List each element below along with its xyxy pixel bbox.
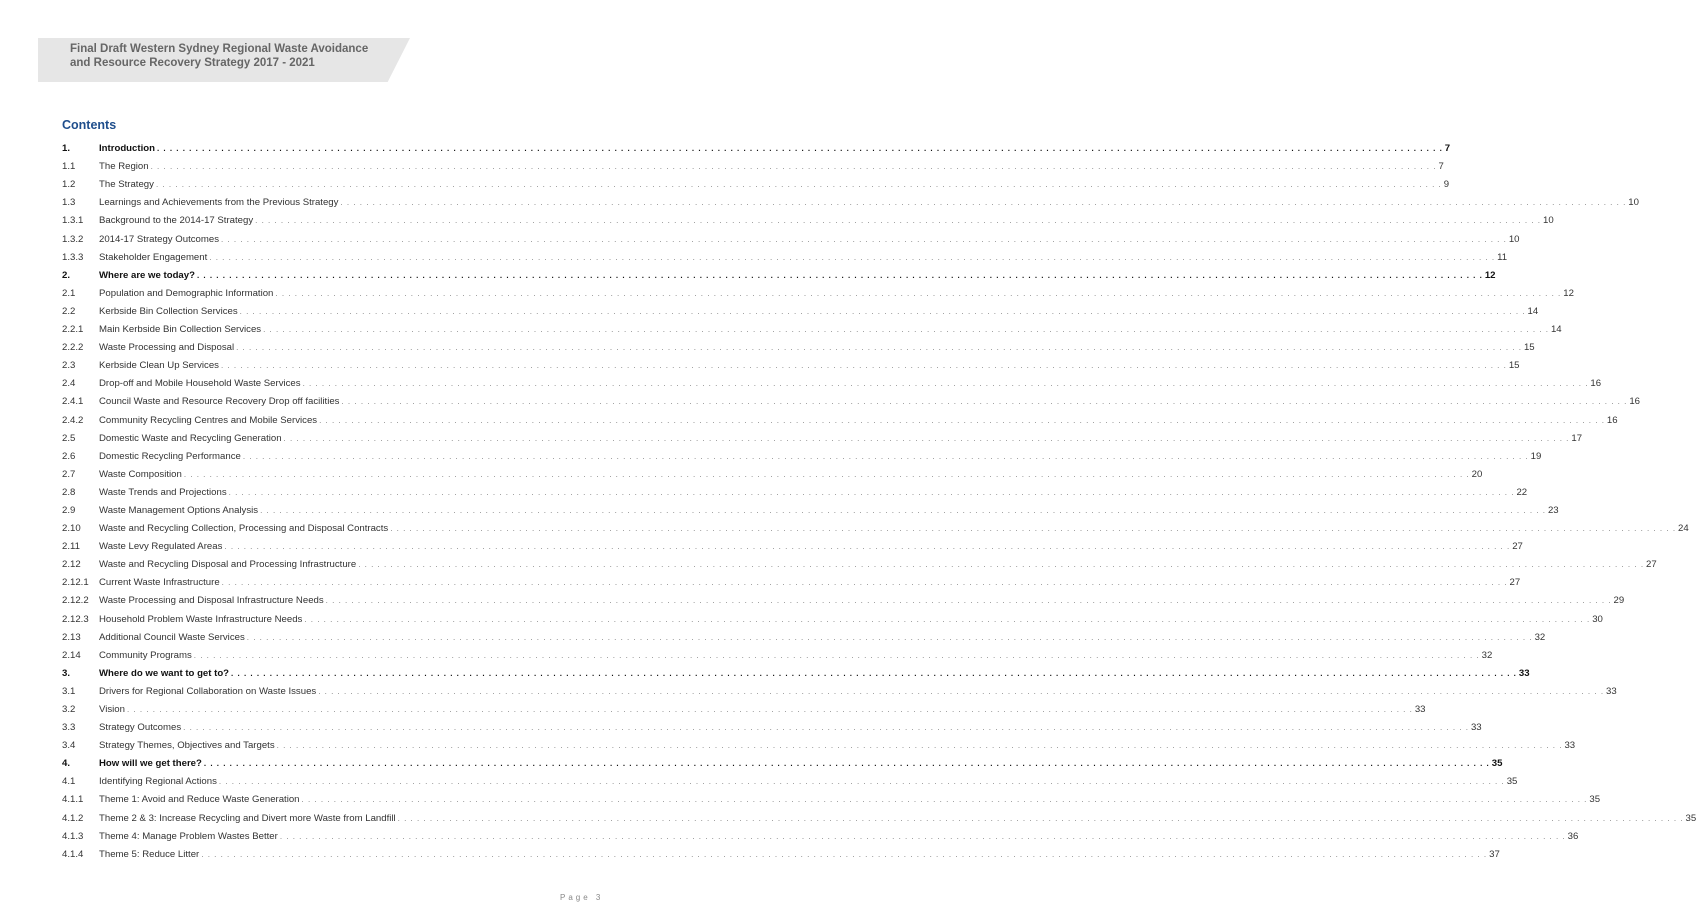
toc-entry[interactable]	[62, 571, 1521, 589]
toc-entry-page: 35	[1491, 758, 1503, 770]
toc-entry[interactable]	[62, 788, 1601, 806]
toc-entry[interactable]	[62, 300, 1539, 318]
toc-entry-title: Waste Composition	[99, 468, 182, 480]
toc-entry[interactable]	[62, 390, 1640, 408]
toc-entry-title: Waste Processing and Disposal	[99, 342, 235, 354]
toc-dot-leader: . . . . . . . . . . . . . . . . . . . . . . . . . . . . . . . . . . . . . . . . . . . . . . . . . . . . . . . . . . . . . . . . . . . . . . . . . . . . . . . . . . . . . . . . . . . . . . . . . . . . . . . . . . . . . . . . . . . . . . . . . . . . . . . . . . . . . . . . . . . . . . . . . . . . . . . . . . . . . . . . . . . . . . . . . . . . . . . . . . . . . . . . . . . . . . . . . . . . . . . .	[275, 288, 1562, 298]
toc-dot-leader: . . . . . . . . . . . . . . . . . . . . . . . . . . . . . . . . . . . . . . . . . . . . . . . . . . . . . . . . . . . . . . . . . . . . . . . . . . . . . . . . . . . . . . . . . . . . . . . . . . . . . . . . . . . . . . . . . . . . . . . . . . . . . . . . . . . . . . . . . . . . . . . . . . . . . . . . . . . . . . . . . . . . . . . . . . . . . . . . . . . . . . . . . . . . . . . . . . . . . . . .	[319, 415, 1605, 425]
toc-entry-number: 2.2	[62, 305, 76, 317]
toc-entry[interactable]	[62, 553, 1657, 571]
toc-dot-leader: . . . . . . . . . . . . . . . . . . . . . . . . . . . . . . . . . . . . . . . . . . . . . . . . . . . . . . . . . . . . . . . . . . . . . . . . . . . . . . . . . . . . . . . . . . . . . . . . . . . . . . . . . . . . . . . . . . . . . . . . . . . . . . . . . . . . . . . . . . . . . . . . . . . . . . . . . . . . . . . . . . . . . . . . . . . . . . . . . . . . . . . . . . . . . . . . . . . . . . . .	[255, 216, 1541, 226]
toc-dot-leader: . . . . . . . . . . . . . . . . . . . . . . . . . . . . . . . . . . . . . . . . . . . . . . . . . . . . . . . . . . . . . . . . . . . . . . . . . . . . . . . . . . . . . . . . . . . . . . . . . . . . . . . . . . . . . . . . . . . . . . . . . . . . . . . . . . . . . . . . . . . . . . . . . . . . . . . . . . . . . . . . . . . . . . . . . . . . . . . . . . . . . . . . . . . . . . . . . . . . . . . .	[231, 668, 1517, 678]
toc-entry-number: 2.3	[62, 360, 76, 372]
toc-entry-number: 2.7	[62, 468, 76, 480]
toc-dot-leader: . . . . . . . . . . . . . . . . . . . . . . . . . . . . . . . . . . . . . . . . . . . . . . . . . . . . . . . . . . . . . . . . . . . . . . . . . . . . . . . . . . . . . . . . . . . . . . . . . . . . . . . . . . . . . . . . . . . . . . . . . . . . . . . . . . . . . . . . . . . . . . . . . . . . . . . . . . . . . . . . . . . . . . . . . . . . . . . . . . . . . . . . . . . . . . . . . . . . . . . .	[390, 524, 1677, 534]
toc-entry-title: Kerbside Bin Collection Services	[99, 305, 238, 317]
toc-entry-number: 2.12.2	[62, 595, 89, 607]
toc-dot-leader: . . . . . . . . . . . . . . . . . . . . . . . . . . . . . . . . . . . . . . . . . . . . . . . . . . . . . . . . . . . . . . . . . . . . . . . . . . . . . . . . . . . . . . . . . . . . . . . . . . . . . . . . . . . . . . . . . . . . . . . . . . . . . . . . . . . . . . . . . . . . . . . . . . . . . . . . . . . . . . . . . . . . . . . . . . . . . . . . . . . . . . . . . . . . . . . . . . . . . . . .	[302, 379, 1589, 389]
toc-entry-title: Waste Management Options Analysis	[99, 504, 259, 516]
toc-entry-page: 35	[1685, 812, 1696, 824]
toc-entry-page: 15	[1523, 342, 1535, 354]
toc-entry-number: 2.2.2	[62, 342, 84, 354]
toc-entry[interactable]	[62, 318, 1562, 336]
toc-entry-page: 23	[1547, 504, 1559, 516]
toc-entry-page: 33	[1606, 685, 1617, 697]
toc-entry[interactable]	[62, 336, 1535, 354]
toc-entry-title: Drivers for Regional Collaboration on Waste Issues	[99, 685, 317, 697]
toc-entry-title: Waste Processing and Disposal Infrastructure Needs	[99, 595, 324, 607]
toc-entry[interactable]	[62, 137, 1451, 155]
toc-dot-leader: . . . . . . . . . . . . . . . . . . . . . . . . . . . . . . . . . . . . . . . . . . . . . . . . . . . . . . . . . . . . . . . . . . . . . . . . . . . . . . . . . . . . . . . . . . . . . . . . . . . . . . . . . . . . . . . . . . . . . . . . . . . . . . . . . . . . . . . . . . . . . . . . . . . . . . . . . . . . . . . . . . . . . . . . . . . . . . . . . . . . . . . . . . . . . . . . . . . . . . . .	[236, 343, 1522, 353]
toc-dot-leader: . . . . . . . . . . . . . . . . . . . . . . . . . . . . . . . . . . . . . . . . . . . . . . . . . . . . . . . . . . . . . . . . . . . . . . . . . . . . . . . . . . . . . . . . . . . . . . . . . . . . . . . . . . . . . . . . . . . . . . . . . . . . . . . . . . . . . . . . . . . . . . . . . . . . . . . . . . . . . . . . . . . . . . . . . . . . . . . . . . . . . . . . . . . . . . . . . . . . . . . .	[221, 234, 1507, 244]
toc-entry-page: 14	[1550, 324, 1562, 336]
toc-dot-leader: . . . . . . . . . . . . . . . . . . . . . . . . . . . . . . . . . . . . . . . . . . . . . . . . . . . . . . . . . . . . . . . . . . . . . . . . . . . . . . . . . . . . . . . . . . . . . . . . . . . . . . . . . . . . . . . . . . . . . . . . . . . . . . . . . . . . . . . . . . . . . . . . . . . . . . . . . . . . . . . . . . . . . . . . . . . . . . . . . . . . . . . . . . . . . . . . . . . . . . . .	[260, 505, 1546, 515]
toc-entry[interactable]	[62, 408, 1618, 426]
toc-entry-page: 22	[1516, 486, 1528, 498]
toc-entry[interactable]	[62, 282, 1574, 300]
toc-entry-title: Where do we want to get to?	[99, 667, 230, 679]
toc-entry-title: Theme 1: Avoid and Reduce Waste Generation	[99, 794, 300, 806]
toc-entry-page: 33	[1414, 704, 1426, 715]
toc-entry-number: 2.8	[62, 486, 76, 498]
toc-dot-leader: . . . . . . . . . . . . . . . . . . . . . . . . . . . . . . . . . . . . . . . . . . . . . . . . . . . . . . . . . . . . . . . . . . . . . . . . . . . . . . . . . . . . . . . . . . . . . . . . . . . . . . . . . . . . . . . . . . . . . . . . . . . . . . . . . . . . . . . . . . . . . . . . . . . . . . . . . . . . . . . . . . . . . . . . . . . . . . . . . . . . . . . . . . . . . . . . . . . . . . . .	[201, 849, 1488, 859]
toc-entry-page: 12	[1563, 287, 1574, 299]
toc-entry-title: Introduction	[99, 143, 155, 155]
toc-entry-page: 16	[1590, 378, 1602, 390]
toc-entry-number: 2.	[62, 269, 71, 281]
toc-entry-number: 2.4	[62, 378, 76, 390]
toc-entry[interactable]	[62, 825, 1579, 843]
toc-entry-number: 1.	[62, 143, 71, 155]
toc-entry-title: Council Waste and Resource Recovery Drop off facilities	[99, 396, 340, 408]
toc-entry-title: Waste Levy Regulated Areas	[99, 541, 223, 553]
toc-entry-number: 2.13	[62, 631, 81, 643]
toc-entry-title: Theme 2 & 3: Increase Recycling and Divert more Waste from Landfill	[99, 812, 396, 824]
toc-dot-leader: . . . . . . . . . . . . . . . . . . . . . . . . . . . . . . . . . . . . . . . . . . . . . . . . . . . . . . . . . . . . . . . . . . . . . . . . . . . . . . . . . . . . . . . . . . . . . . . . . . . . . . . . . . . . . . . . . . . . . . . . . . . . . . . . . . . . . . . . . . . . . . . . . . . . . . . . . . . . . . . . . . . . . . . . . . . . . . . . . . . . . . . . . . . . . . . . . . . . . . . .	[276, 741, 1563, 751]
toc-entry-page: 10	[1508, 233, 1520, 245]
toc-entry-page: 37	[1489, 848, 1500, 860]
toc-entry-title: Kerbside Clean Up Services	[99, 360, 219, 372]
toc-entry[interactable]	[62, 264, 1496, 282]
toc-entry[interactable]	[62, 209, 1554, 227]
toc-entry-number: 2.1	[62, 287, 76, 299]
toc-entry[interactable]	[62, 354, 1520, 372]
toc-entry-title: 2014-17 Strategy Outcomes	[99, 233, 219, 245]
toc-entry-title: Where are we today?	[99, 269, 195, 281]
toc-entry-page: 20	[1471, 468, 1483, 480]
toc-dot-leader: . . . . . . . . . . . . . . . . . . . . . . . . . . . . . . . . . . . . . . . . . . . . . . . . . . . . . . . . . . . . . . . . . . . . . . . . . . . . . . . . . . . . . . . . . . . . . . . . . . . . . . . . . . . . . . . . . . . . . . . . . . . . . . . . . . . . . . . . . . . . . . . . . . . . . . . . . . . . . . . . . . . . . . . . . . . . . . . . . . . . . . . . . . . . . . . . . . . . . . . .	[228, 487, 1515, 497]
toc-entry-title: Background to the 2014-17 Strategy	[99, 215, 254, 227]
toc-dot-leader: . . . . . . . . . . . . . . . . . . . . . . . . . . . . . . . . . . . . . . . . . . . . . . . . . . . . . . . . . . . . . . . . . . . . . . . . . . . . . . . . . . . . . . . . . . . . . . . . . . . . . . . . . . . . . . . . . . . . . . . . . . . . . . . . . . . . . . . . . . . . . . . . . . . . . . . . . . . . . . . . . . . . . . . . . . . . . . . . . . . . . . . . . . . . . . . . . . . . . . . .	[221, 578, 1508, 588]
toc-entry-title: Community Recycling Centres and Mobile Services	[99, 414, 318, 426]
toc-entry-number: 2.4.2	[62, 414, 84, 426]
toc-entry-number: 1.3.2	[62, 233, 84, 245]
toc-dot-leader: . . . . . . . . . . . . . . . . . . . . . . . . . . . . . . . . . . . . . . . . . . . . . . . . . . . . . . . . . . . . . . . . . . . . . . . . . . . . . . . . . . . . . . . . . . . . . . . . . . . . . . . . . . . . . . . . . . . . . . . . . . . . . . . . . . . . . . . . . . . . . . . . . . . . . . . . . . . . . . . . . . . . . . . . . . . . . . . . . . . . . . . . . . . . . . . . . . . . . . . .	[318, 686, 1605, 696]
toc-entry-title: Theme 4: Manage Problem Wastes Better	[99, 830, 278, 842]
toc-dot-leader: . . . . . . . . . . . . . . . . . . . . . . . . . . . . . . . . . . . . . . . . . . . . . . . . . . . . . . . . . . . . . . . . . . . . . . . . . . . . . . . . . . . . . . . . . . . . . . . . . . . . . . . . . . . . . . . . . . . . . . . . . . . . . . . . . . . . . . . . . . . . . . . . . . . . . . . . . . . . . . . . . . . . . . . . . . . . . . . . . . . . . . . . . . . . . . . . . . . . . . . .	[156, 144, 1443, 154]
toc-dot-leader: . . . . . . . . . . . . . . . . . . . . . . . . . . . . . . . . . . . . . . . . . . . . . . . . . . . . . . . . . . . . . . . . . . . . . . . . . . . . . . . . . . . . . . . . . . . . . . . . . . . . . . . . . . . . . . . . . . . . . . . . . . . . . . . . . . . . . . . . . . . . . . . . . . . . . . . . . . . . . . . . . . . . . . . . . . . . . . . . . . . . . . . . . . . . . . . . . . . . . . . .	[358, 560, 1645, 570]
toc-entry-title: Additional Council Waste Services	[99, 631, 245, 643]
toc-entry-page: 29	[1613, 595, 1625, 607]
toc-entry[interactable]	[62, 155, 1444, 173]
toc-entry-title: Population and Demographic Information	[99, 287, 274, 299]
toc-entry-number: 3.	[62, 667, 71, 679]
toc-dot-leader: . . . . . . . . . . . . . . . . . . . . . . . . . . . . . . . . . . . . . . . . . . . . . . . . . . . . . . . . . . . . . . . . . . . . . . . . . . . . . . . . . . . . . . . . . . . . . . . . . . . . . . . . . . . . . . . . . . . . . . . . . . . . . . . . . . . . . . . . . . . . . . . . . . . . . . . . . . . . . . . . . . . . . . . . . . . . . . . . . . . . . . . . . . . . . . . . . . . . . . . .	[397, 813, 1684, 823]
toc-entry-title: Waste and Recycling Disposal and Processing Infrastructure	[99, 559, 357, 571]
toc-entry-number: 2.14	[62, 649, 81, 661]
toc-entry-page: 9	[1443, 179, 1450, 191]
toc-entry[interactable]	[62, 372, 1602, 390]
toc-dot-leader: . . . . . . . . . . . . . . . . . . . . . . . . . . . . . . . . . . . . . . . . . . . . . . . . . . . . . . . . . . . . . . . . . . . . . . . . . . . . . . . . . . . . . . . . . . . . . . . . . . . . . . . . . . . . . . . . . . . . . . . . . . . . . . . . . . . . . . . . . . . . . . . . . . . . . . . . . . . . . . . . . . . . . . . . . . . . . . . . . . . . . . . . . . . . . . . . . . . . . . . .	[193, 650, 1480, 660]
toc-entry-title: Domestic Waste and Recycling Generation	[99, 432, 282, 444]
toc-entry-page: 15	[1508, 360, 1520, 372]
toc-dot-leader: . . . . . . . . . . . . . . . . . . . . . . . . . . . . . . . . . . . . . . . . . . . . . . . . . . . . . . . . . . . . . . . . . . . . . . . . . . . . . . . . . . . . . . . . . . . . . . . . . . . . . . . . . . . . . . . . . . . . . . . . . . . . . . . . . . . . . . . . . . . . . . . . . . . . . . . . . . . . . . . . . . . . . . . . . . . . . . . . . . . . . . . . . . . . . . . . . . . . . . . .	[325, 596, 1612, 606]
toc-dot-leader: . . . . . . . . . . . . . . . . . . . . . . . . . . . . . . . . . . . . . . . . . . . . . . . . . . . . . . . . . . . . . . . . . . . . . . . . . . . . . . . . . . . . . . . . . . . . . . . . . . . . . . . . . . . . . . . . . . . . . . . . . . . . . . . . . . . . . . . . . . . . . . . . . . . . . . . . . . . . . . . . . . . . . . . . . . . . . . . . . . . . . . . . . . . . . . . . . . . . . . . .	[242, 451, 1529, 461]
toc-entry-number: 4.	[62, 758, 71, 770]
header-title-line-1: Final Draft Western Sydney Regional Waste Avoidance	[70, 43, 369, 55]
page-number: 3	[595, 893, 604, 902]
toc-entry[interactable]	[62, 463, 1483, 481]
contents-heading: Contents	[62, 118, 117, 132]
toc-entry[interactable]	[62, 734, 1576, 752]
toc-entry[interactable]	[62, 843, 1500, 861]
toc-entry-page: 7	[1438, 161, 1444, 173]
toc-entry-title: Theme 5: Reduce Litter	[99, 848, 200, 860]
toc-entry[interactable]	[62, 626, 1546, 644]
toc-entry-title: Domestic Recycling Performance	[99, 450, 241, 462]
toc-entry-number: 1.3	[62, 197, 76, 209]
toc-entry-title: Current Waste Infrastructure	[99, 577, 220, 589]
toc-entry-page: 35	[1589, 794, 1601, 806]
toc-entry-page: 7	[1444, 143, 1451, 155]
toc-entry-page: 24	[1678, 523, 1689, 535]
toc-entry-title: Household Problem Waste Infrastructure Needs	[99, 613, 303, 625]
toc-dot-leader: . . . . . . . . . . . . . . . . . . . . . . . . . . . . . . . . . . . . . . . . . . . . . . . . . . . . . . . . . . . . . . . . . . . . . . . . . . . . . . . . . . . . . . . . . . . . . . . . . . . . . . . . . . . . . . . . . . . . . . . . . . . . . . . . . . . . . . . . . . . . . . . . . . . . . . . . . . . . . . . . . . . . . . . . . . . . . . . . . . . . . . . . . . . . . . . . . . . . . . . .	[246, 632, 1533, 642]
toc-entry-page: 30	[1592, 613, 1603, 625]
toc-entry[interactable]	[62, 770, 1518, 788]
toc-entry-page: 32	[1534, 631, 1546, 643]
toc-entry-title: Strategy Themes, Objectives and Targets	[99, 740, 275, 752]
toc-entry[interactable]	[62, 481, 1528, 499]
toc-entry-number: 2.2.1	[62, 324, 84, 336]
toc-dot-leader: . . . . . . . . . . . . . . . . . . . . . . . . . . . . . . . . . . . . . . . . . . . . . . . . . . . . . . . . . . . . . . . . . . . . . . . . . . . . . . . . . . . . . . . . . . . . . . . . . . . . . . . . . . . . . . . . . . . . . . . . . . . . . . . . . . . . . . . . . . . . . . . . . . . . . . . . . . . . . . . . . . . . . . . . . . . . . . . . . . . . . . . . . . . . . . . . . . . . . . . .	[220, 361, 1507, 371]
toc-entry[interactable]	[62, 589, 1625, 607]
toc-entry-title: The Region	[99, 161, 149, 173]
toc-entry-title: Main Kerbside Bin Collection Services	[99, 324, 262, 336]
toc-entry-title: Waste Trends and Projections	[99, 486, 227, 498]
toc-entry-number: 2.5	[62, 432, 76, 444]
toc-entry-page: 35	[1506, 776, 1518, 788]
toc-entry-page: 32	[1481, 649, 1493, 661]
toc-entry-page: 16	[1606, 414, 1618, 426]
toc-entry-number: 3.1	[62, 685, 76, 697]
toc-dot-leader: . . . . . . . . . . . . . . . . . . . . . . . . . . . . . . . . . . . . . . . . . . . . . . . . . . . . . . . . . . . . . . . . . . . . . . . . . . . . . . . . . . . . . . . . . . . . . . . . . . . . . . . . . . . . . . . . . . . . . . . . . . . . . . . . . . . . . . . . . . . . . . . . . . . . . . . . . . . . . . . . . . . . . . . . . . . . . . . . . . . . . . . . . . . . . . . . . . . . . . . .	[263, 325, 1549, 335]
toc-entry-page: 19	[1530, 450, 1542, 462]
toc-entry[interactable]	[62, 227, 1520, 245]
toc-entry-title: The Strategy	[99, 179, 154, 191]
toc-entry[interactable]	[62, 680, 1617, 698]
toc-dot-leader: . . . . . . . . . . . . . . . . . . . . . . . . . . . . . . . . . . . . . . . . . . . . . . . . . . . . . . . . . . . . . . . . . . . . . . . . . . . . . . . . . . . . . . . . . . . . . . . . . . . . . . . . . . . . . . . . . . . . . . . . . . . . . . . . . . . . . . . . . . . . . . . . . . . . . . . . . . . . . . . . . . . . . . . . . . . . . . . . . . . . . . . . . . . . . . . . . . . . . . . .	[279, 831, 1566, 841]
document-header-title	[70, 42, 400, 70]
toc-entry[interactable]	[62, 806, 1696, 824]
toc-entry-page: 27	[1512, 541, 1523, 553]
toc-entry-number: 1.1	[62, 161, 76, 173]
toc-entry-number: 2.12.1	[62, 577, 89, 589]
toc-entry-title: Stakeholder Engagement	[99, 251, 208, 263]
toc-dot-leader: . . . . . . . . . . . . . . . . . . . . . . . . . . . . . . . . . . . . . . . . . . . . . . . . . . . . . . . . . . . . . . . . . . . . . . . . . . . . . . . . . . . . . . . . . . . . . . . . . . . . . . . . . . . . . . . . . . . . . . . . . . . . . . . . . . . . . . . . . . . . . . . . . . . . . . . . . . . . . . . . . . . . . . . . . . . . . . . . . . . . . . . . . . . . . . . . . . . . . . . .	[239, 306, 1526, 316]
toc-entry-page: 17	[1571, 432, 1583, 444]
toc-entry-number: 3.2	[62, 704, 76, 715]
toc-dot-leader: . . . . . . . . . . . . . . . . . . . . . . . . . . . . . . . . . . . . . . . . . . . . . . . . . . . . . . . . . . . . . . . . . . . . . . . . . . . . . . . . . . . . . . . . . . . . . . . . . . . . . . . . . . . . . . . . . . . . . . . . . . . . . . . . . . . . . . . . . . . . . . . . . . . . . . . . . . . . . . . . . . . . . . . . . . . . . . . . . . . . . . . . . . . . . . . . . . . . . . . .	[301, 795, 1588, 805]
toc-dot-leader: . . . . . . . . . . . . . . . . . . . . . . . . . . . . . . . . . . . . . . . . . . . . . . . . . . . . . . . . . . . . . . . . . . . . . . . . . . . . . . . . . . . . . . . . . . . . . . . . . . . . . . . . . . . . . . . . . . . . . . . . . . . . . . . . . . . . . . . . . . . . . . . . . . . . . . . . . . . . . . . . . . . . . . . . . . . . . . . . . . . . . . . . . . . . . . . . . . . . . . . .	[196, 270, 1483, 280]
toc-dot-leader: . . . . . . . . . . . . . . . . . . . . . . . . . . . . . . . . . . . . . . . . . . . . . . . . . . . . . . . . . . . . . . . . . . . . . . . . . . . . . . . . . . . . . . . . . . . . . . . . . . . . . . . . . . . . . . . . . . . . . . . . . . . . . . . . . . . . . . . . . . . . . . . . . . . . . . . . . . . . . . . . . . . . . . . . . . . . . . . . . . . . . . . . . . . . . . . . . . . . . . . .	[126, 705, 1413, 714]
toc-entry[interactable]	[62, 607, 1603, 625]
toc-entry[interactable]	[62, 517, 1689, 535]
toc-dot-leader: . . . . . . . . . . . . . . . . . . . . . . . . . . . . . . . . . . . . . . . . . . . . . . . . . . . . . . . . . . . . . . . . . . . . . . . . . . . . . . . . . . . . . . . . . . . . . . . . . . . . . . . . . . . . . . . . . . . . . . . . . . . . . . . . . . . . . . . . . . . . . . . . . . . . . . . . . . . . . . . . . . . . . . . . . . . . . . . . . . . . . . . . . . . . . . . . . . . . . . . .	[304, 614, 1591, 624]
toc-entry-number: 1.2	[62, 179, 76, 191]
toc-entry-title: Identifying Regional Actions	[99, 776, 217, 788]
toc-dot-leader: . . . . . . . . . . . . . . . . . . . . . . . . . . . . . . . . . . . . . . . . . . . . . . . . . . . . . . . . . . . . . . . . . . . . . . . . . . . . . . . . . . . . . . . . . . . . . . . . . . . . . . . . . . . . . . . . . . . . . . . . . . . . . . . . . . . . . . . . . . . . . . . . . . . . . . . . . . . . . . . . . . . . . . . . . . . . . . . . . . . . . . . . . . . . . . . . . . . . . . . .	[209, 252, 1496, 262]
toc-entry-number: 3.4	[62, 740, 76, 752]
page-footer	[560, 893, 603, 902]
toc-entry-page: 33	[1564, 740, 1576, 752]
page-label: Page	[560, 893, 591, 902]
toc-entry-number: 2.6	[62, 450, 76, 462]
toc-entry-number: 2.12.3	[62, 613, 89, 625]
toc-entry[interactable]	[62, 535, 1523, 553]
toc-dot-leader: . . . . . . . . . . . . . . . . . . . . . . . . . . . . . . . . . . . . . . . . . . . . . . . . . . . . . . . . . . . . . . . . . . . . . . . . . . . . . . . . . . . . . . . . . . . . . . . . . . . . . . . . . . . . . . . . . . . . . . . . . . . . . . . . . . . . . . . . . . . . . . . . . . . . . . . . . . . . . . . . . . . . . . . . . . . . . . . . . . . . . . . . . . . . . . . . . . . . . . . .	[283, 433, 1570, 443]
toc-entry-number: 4.1	[62, 776, 76, 788]
toc-dot-leader: . . . . . . . . . . . . . . . . . . . . . . . . . . . . . . . . . . . . . . . . . . . . . . . . . . . . . . . . . . . . . . . . . . . . . . . . . . . . . . . . . . . . . . . . . . . . . . . . . . . . . . . . . . . . . . . . . . . . . . . . . . . . . . . . . . . . . . . . . . . . . . . . . . . . . . . . . . . . . . . . . . . . . . . . . . . . . . . . . . . . . . . . . . . . . . . . . . . . . . . .	[183, 469, 1470, 479]
toc-entry-page: 27	[1509, 577, 1521, 589]
toc-entry-number: 4.1.1	[62, 794, 84, 806]
toc-entry[interactable]	[62, 698, 1426, 716]
toc-entry-number: 4.1.4	[62, 848, 84, 860]
toc-entry[interactable]	[62, 173, 1450, 191]
toc-entry-number: 4.1.3	[62, 830, 84, 842]
toc-entry-number: 2.4.1	[62, 396, 84, 408]
toc-entry-page: 11	[1497, 251, 1508, 263]
table-of-contents	[62, 137, 1696, 861]
header-title-line-2: and Resource Recovery Strategy 2017 - 2021	[70, 57, 315, 69]
toc-entry-number: 1.3.3	[62, 251, 84, 263]
toc-entry-title: Learnings and Achievements from the Previous Strategy	[99, 197, 339, 209]
toc-entry-page: 12	[1484, 269, 1496, 281]
toc-entry-number: 4.1.2	[62, 812, 84, 824]
toc-entry-title: Community Programs	[99, 649, 192, 661]
toc-dot-leader: . . . . . . . . . . . . . . . . . . . . . . . . . . . . . . . . . . . . . . . . . . . . . . . . . . . . . . . . . . . . . . . . . . . . . . . . . . . . . . . . . . . . . . . . . . . . . . . . . . . . . . . . . . . . . . . . . . . . . . . . . . . . . . . . . . . . . . . . . . . . . . . . . . . . . . . . . . . . . . . . . . . . . . . . . . . . . . . . . . . . . . . . . . . . . . . . . . . . . . . .	[203, 759, 1490, 769]
toc-entry-page: 33	[1470, 722, 1482, 734]
toc-entry[interactable]	[62, 499, 1559, 517]
toc-dot-leader: . . . . . . . . . . . . . . . . . . . . . . . . . . . . . . . . . . . . . . . . . . . . . . . . . . . . . . . . . . . . . . . . . . . . . . . . . . . . . . . . . . . . . . . . . . . . . . . . . . . . . . . . . . . . . . . . . . . . . . . . . . . . . . . . . . . . . . . . . . . . . . . . . . . . . . . . . . . . . . . . . . . . . . . . . . . . . . . . . . . . . . . . . . . . . . . . . . . . . . . .	[150, 162, 1437, 172]
toc-entry-title: How will we get there?	[99, 758, 202, 770]
toc-entry[interactable]	[62, 752, 1503, 770]
toc-entry[interactable]	[62, 445, 1542, 463]
toc-entry-page: 10	[1542, 215, 1554, 227]
toc-dot-leader: . . . . . . . . . . . . . . . . . . . . . . . . . . . . . . . . . . . . . . . . . . . . . . . . . . . . . . . . . . . . . . . . . . . . . . . . . . . . . . . . . . . . . . . . . . . . . . . . . . . . . . . . . . . . . . . . . . . . . . . . . . . . . . . . . . . . . . . . . . . . . . . . . . . . . . . . . . . . . . . . . . . . . . . . . . . . . . . . . . . . . . . . . . . . . . . . . . . . . . . .	[224, 542, 1511, 552]
toc-entry[interactable]	[62, 246, 1508, 264]
toc-dot-leader: . . . . . . . . . . . . . . . . . . . . . . . . . . . . . . . . . . . . . . . . . . . . . . . . . . . . . . . . . . . . . . . . . . . . . . . . . . . . . . . . . . . . . . . . . . . . . . . . . . . . . . . . . . . . . . . . . . . . . . . . . . . . . . . . . . . . . . . . . . . . . . . . . . . . . . . . . . . . . . . . . . . . . . . . . . . . . . . . . . . . . . . . . . . . . . . . . . . . . . . .	[155, 180, 1442, 190]
toc-entry-number: 3.3	[62, 722, 76, 734]
toc-entry-number: 1.3.1	[62, 215, 84, 227]
toc-entry-page: 33	[1518, 667, 1530, 679]
toc-entry[interactable]	[62, 427, 1583, 445]
toc-dot-leader: . . . . . . . . . . . . . . . . . . . . . . . . . . . . . . . . . . . . . . . . . . . . . . . . . . . . . . . . . . . . . . . . . . . . . . . . . . . . . . . . . . . . . . . . . . . . . . . . . . . . . . . . . . . . . . . . . . . . . . . . . . . . . . . . . . . . . . . . . . . . . . . . . . . . . . . . . . . . . . . . . . . . . . . . . . . . . . . . . . . . . . . . . . . . . . . . . . . . . . . .	[340, 198, 1627, 208]
toc-entry-title: Waste and Recycling Collection, Processing and Disposal Contracts	[99, 523, 389, 535]
toc-entry-page: 16	[1629, 396, 1640, 408]
toc-entry[interactable]	[62, 662, 1530, 680]
toc-entry-title: Vision	[99, 704, 125, 715]
toc-entry[interactable]	[62, 644, 1493, 662]
toc-entry[interactable]	[62, 191, 1639, 209]
toc-entry-number: 2.9	[62, 504, 76, 516]
toc-dot-leader: . . . . . . . . . . . . . . . . . . . . . . . . . . . . . . . . . . . . . . . . . . . . . . . . . . . . . . . . . . . . . . . . . . . . . . . . . . . . . . . . . . . . . . . . . . . . . . . . . . . . . . . . . . . . . . . . . . . . . . . . . . . . . . . . . . . . . . . . . . . . . . . . . . . . . . . . . . . . . . . . . . . . . . . . . . . . . . . . . . . . . . . . . . . . . . . . . . . . . . . .	[341, 397, 1628, 407]
toc-entry-number: 2.11	[62, 541, 80, 553]
toc-dot-leader: . . . . . . . . . . . . . . . . . . . . . . . . . . . . . . . . . . . . . . . . . . . . . . . . . . . . . . . . . . . . . . . . . . . . . . . . . . . . . . . . . . . . . . . . . . . . . . . . . . . . . . . . . . . . . . . . . . . . . . . . . . . . . . . . . . . . . . . . . . . . . . . . . . . . . . . . . . . . . . . . . . . . . . . . . . . . . . . . . . . . . . . . . . . . . . . . . . . . . . . .	[218, 777, 1505, 787]
toc-entry-page: 36	[1567, 830, 1579, 842]
toc-entry[interactable]	[62, 716, 1482, 734]
toc-entry-page: 14	[1527, 305, 1539, 317]
toc-entry-title: Drop-off and Mobile Household Waste Services	[99, 378, 301, 390]
toc-entry-page: 27	[1646, 559, 1657, 571]
toc-entry-number: 2.12	[62, 559, 81, 571]
toc-entry-page: 10	[1628, 197, 1639, 209]
toc-dot-leader: . . . . . . . . . . . . . . . . . . . . . . . . . . . . . . . . . . . . . . . . . . . . . . . . . . . . . . . . . . . . . . . . . . . . . . . . . . . . . . . . . . . . . . . . . . . . . . . . . . . . . . . . . . . . . . . . . . . . . . . . . . . . . . . . . . . . . . . . . . . . . . . . . . . . . . . . . . . . . . . . . . . . . . . . . . . . . . . . . . . . . . . . . . . . . . . . . . . . . . . .	[183, 723, 1469, 733]
toc-entry-title: Strategy Outcomes	[99, 722, 182, 734]
toc-entry-number: 2.10	[62, 523, 81, 535]
